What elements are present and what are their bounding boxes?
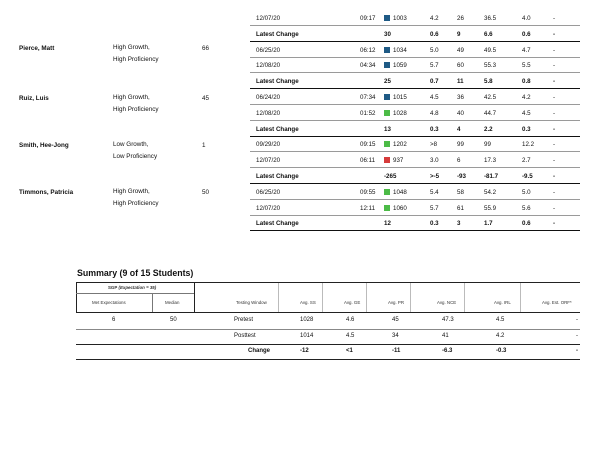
avg-pr-value: -11	[392, 348, 401, 354]
orf-value: -	[553, 15, 556, 22]
orf-value: -	[553, 204, 556, 212]
avg-pr-value: 34	[392, 333, 399, 339]
test-row	[250, 90, 580, 105]
met-expectations-header: Met Expectations	[92, 300, 126, 305]
scaled-score: 937	[393, 157, 404, 165]
nce-value: 99	[484, 141, 491, 149]
grade-equivalent: 0.7	[430, 78, 439, 86]
scaled-score-change: 12	[384, 220, 391, 228]
avg-irl-header: Avg. IRL	[494, 300, 511, 305]
avg-ge-value: <1	[346, 348, 353, 354]
scaled-score: 1015	[393, 94, 407, 101]
percentile-rank: 26	[457, 15, 464, 22]
avg-orf-header: Avg. Est. ORF*	[542, 300, 572, 305]
test-time: 09:15	[360, 141, 376, 149]
irl-value: 4.0	[522, 15, 531, 22]
benchmark-color-indicator	[384, 15, 390, 21]
nce-value: 1.7	[484, 220, 493, 228]
scaled-score: 1048	[393, 188, 407, 196]
avg-ss-value: -12	[300, 348, 309, 354]
scaled-score: 1060	[393, 204, 407, 212]
percentile-rank: 9	[457, 30, 461, 38]
test-row	[250, 137, 580, 152]
test-time: 01:52	[360, 109, 376, 117]
latest-change-label: Latest Change	[256, 125, 299, 133]
avg-ge-header: Avg. GE	[344, 300, 361, 305]
test-time: 12:11	[360, 204, 376, 212]
scaled-score-change: 13	[384, 125, 391, 133]
test-date: 12/07/20	[256, 157, 281, 165]
percentile-rank: 99	[457, 141, 464, 149]
nce-value: 2.2	[484, 125, 493, 133]
test-row	[250, 201, 580, 216]
percentile-rank: 61	[457, 204, 464, 212]
avg-ss-header: Avg. SS	[300, 300, 316, 305]
avg-ge-value: 4.6	[346, 317, 355, 323]
irl-value: 12.2	[522, 141, 535, 149]
grade-equivalent: >-5	[430, 173, 440, 180]
percentile-rank: 3	[457, 220, 461, 228]
nce-value: 6.6	[484, 30, 493, 38]
nce-value: 17.3	[484, 157, 497, 165]
test-row	[250, 58, 580, 73]
testing-window-value: Change	[248, 348, 271, 354]
grade-equivalent: 3.0	[430, 157, 439, 165]
student-sgp: 50	[202, 189, 210, 196]
latest-change-label: Latest Change	[256, 220, 299, 228]
test-row	[250, 43, 580, 58]
orf-value: -	[553, 125, 556, 133]
grade-equivalent: 5.7	[430, 204, 439, 212]
test-date: 06/25/20	[256, 188, 281, 196]
benchmark-color-indicator	[384, 110, 390, 116]
orf-value: -	[553, 46, 556, 54]
grade-equivalent: 5.4	[430, 188, 439, 196]
test-time: 09:55	[360, 188, 376, 196]
avg-orf-value: -	[576, 348, 578, 354]
test-date: 12/08/20	[256, 62, 281, 70]
growth-label: High Growth, High Proficiency	[113, 188, 159, 207]
irl-value: 5.5	[522, 62, 531, 70]
test-date: 12/08/20	[256, 109, 281, 117]
irl-value: -9.5	[522, 173, 533, 180]
avg-nce-value: -6.3	[442, 348, 453, 354]
latest-change-label: Latest Change	[256, 30, 299, 38]
benchmark-color-indicator	[384, 189, 390, 195]
nce-value: -81.7	[484, 173, 499, 180]
nce-value: 44.7	[484, 109, 497, 117]
grade-equivalent: 0.3	[430, 125, 439, 133]
grade-equivalent: >8	[430, 141, 438, 149]
test-date: 06/24/20	[256, 94, 281, 101]
irl-value: 5.6	[522, 204, 531, 212]
test-date: 12/07/20	[256, 15, 281, 22]
sgp-header: SGP (Expectation = 35)	[108, 285, 157, 290]
nce-value: 55.9	[484, 204, 497, 212]
irl-value: 4.2	[522, 94, 531, 101]
latest-change-row	[250, 169, 580, 184]
student-sgp: 45	[202, 95, 210, 102]
test-time: 06:12	[360, 46, 376, 54]
avg-irl-value: -0.3	[496, 348, 507, 354]
avg-pr-header: Avg. PR	[388, 300, 405, 305]
scaled-score: 1202	[393, 141, 407, 149]
benchmark-color-indicator	[384, 94, 390, 100]
student-name: Ruiz, Luis	[19, 95, 49, 102]
irl-value: 4.5	[522, 109, 531, 117]
scaled-score: 1034	[393, 46, 407, 54]
nce-value: 5.8	[484, 78, 493, 86]
orf-value: -	[553, 157, 556, 165]
latest-change-label: Latest Change	[256, 78, 299, 86]
scaled-score: 1028	[393, 109, 407, 117]
growth-label: High Growth, High Proficiency	[113, 44, 159, 63]
avg-ge-value: 4.5	[346, 333, 355, 339]
summary-title: Summary (9 of 15 Students)	[77, 268, 194, 278]
nce-value: 36.5	[484, 15, 497, 22]
avg-ss-value: 1028	[300, 317, 314, 323]
summary-table	[76, 282, 580, 360]
avg-ss-value: 1014	[300, 333, 314, 339]
test-row	[250, 153, 580, 168]
student-name: Pierce, Matt	[19, 45, 55, 52]
test-row	[250, 11, 580, 26]
student-sgp: 66	[202, 45, 210, 52]
percentile-rank: -93	[457, 173, 466, 180]
testing-window-value: Posttest	[234, 333, 256, 339]
avg-pr-value: 45	[392, 317, 399, 323]
grade-equivalent: 4.2	[430, 15, 439, 22]
test-time: 06:11	[360, 157, 376, 165]
benchmark-color-indicator	[384, 47, 390, 53]
nce-value: 49.5	[484, 46, 497, 54]
grade-equivalent: 4.5	[430, 94, 439, 101]
nce-value: 54.2	[484, 188, 497, 196]
student-name: Smith, Hee-Jong	[19, 142, 69, 149]
met-expectations-value: 6	[112, 317, 116, 323]
latest-change-row	[250, 27, 580, 42]
percentile-rank: 60	[457, 62, 464, 70]
avg-orf-value: -	[576, 333, 578, 339]
benchmark-color-indicator	[384, 205, 390, 211]
benchmark-color-indicator	[384, 157, 390, 163]
grade-equivalent: 5.0	[430, 46, 439, 54]
benchmark-color-indicator	[384, 141, 390, 147]
latest-change-label: Latest Change	[256, 173, 299, 180]
test-time: 04:34	[360, 62, 376, 70]
grade-equivalent: 5.7	[430, 62, 439, 70]
nce-value: 42.5	[484, 94, 497, 101]
avg-irl-value: 4.2	[496, 333, 505, 339]
avg-irl-value: 4.5	[496, 317, 505, 323]
median-value: 50	[170, 317, 177, 323]
orf-value: -	[553, 173, 556, 180]
avg-orf-value: -	[576, 317, 578, 323]
orf-value: -	[553, 78, 556, 86]
percentile-rank: 40	[457, 109, 464, 117]
scaled-score: 1059	[393, 62, 407, 70]
latest-change-row	[250, 122, 580, 137]
orf-value: -	[553, 30, 556, 38]
irl-value: 0.6	[522, 220, 531, 228]
grade-equivalent: 4.8	[430, 109, 439, 117]
testing-window-value: Pretest	[234, 317, 254, 323]
percentile-rank: 58	[457, 188, 464, 196]
irl-value: 0.6	[522, 30, 531, 38]
irl-value: 5.0	[522, 188, 531, 196]
median-header: Median	[165, 300, 180, 305]
latest-change-row	[250, 216, 580, 231]
test-row	[250, 106, 580, 121]
test-row	[250, 185, 580, 200]
test-time: 07:34	[360, 94, 376, 101]
benchmark-color-indicator	[384, 62, 390, 68]
scaled-score-change: 25	[384, 78, 391, 86]
scaled-score-change: 30	[384, 30, 391, 38]
percentile-rank: 6	[457, 157, 461, 165]
test-date: 06/25/20	[256, 46, 281, 54]
test-date: 09/29/20	[256, 141, 281, 149]
test-date: 12/07/20	[256, 204, 281, 212]
irl-value: 2.7	[522, 157, 531, 165]
grade-equivalent: 0.3	[430, 220, 439, 228]
orf-value: -	[553, 109, 556, 117]
orf-value: -	[553, 62, 556, 70]
scaled-score: 1003	[393, 15, 407, 22]
grade-equivalent: 0.6	[430, 30, 439, 38]
avg-nce-header: Avg. NCE	[437, 300, 457, 305]
orf-value: -	[553, 141, 556, 149]
growth-label: Low Growth, Low Proficiency	[113, 141, 158, 160]
percentile-rank: 4	[457, 125, 461, 133]
avg-nce-value: 41	[442, 333, 449, 339]
percentile-rank: 36	[457, 94, 464, 101]
irl-value: 0.3	[522, 125, 531, 133]
irl-value: 0.8	[522, 78, 531, 86]
percentile-rank: 11	[457, 78, 464, 86]
nce-value: 55.3	[484, 62, 497, 70]
growth-label: High Growth, High Proficiency	[113, 94, 159, 113]
orf-value: -	[553, 94, 556, 101]
student-sgp: 1	[202, 142, 206, 149]
percentile-rank: 49	[457, 46, 464, 54]
test-time: 09:17	[360, 15, 376, 22]
orf-value: -	[553, 188, 556, 196]
latest-change-row	[250, 74, 580, 89]
student-name: Timmons, Patricia	[19, 189, 74, 196]
testing-window-header: Testing Window	[236, 300, 267, 305]
irl-value: 4.7	[522, 46, 531, 54]
scaled-score-change: -265	[384, 173, 397, 180]
avg-nce-value: 47.3	[442, 317, 454, 323]
orf-value: -	[553, 220, 556, 228]
